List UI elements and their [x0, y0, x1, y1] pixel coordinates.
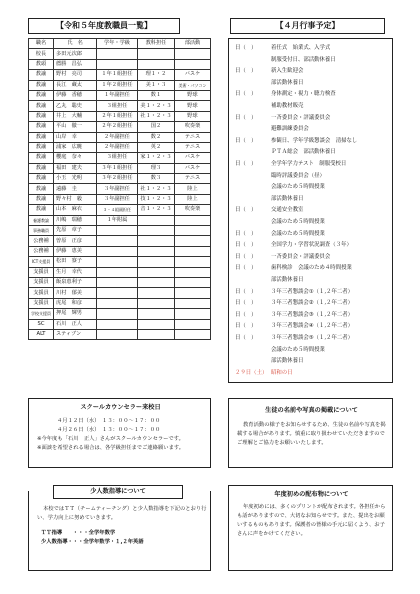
- event-date: 日（ ）: [235, 335, 257, 341]
- staff-club: [175, 309, 211, 319]
- event-description: 全国学力・学習状況調査（３年）: [271, 242, 352, 249]
- staff-subject: 社１・２・３: [138, 184, 175, 194]
- staff-grade-class: ３組担任: [97, 101, 138, 111]
- staff-subject: 技１・２・３: [138, 194, 175, 204]
- staff-grade-class: １年１組担任: [97, 70, 138, 80]
- staff-grade-class: ３年１組担任: [97, 163, 138, 173]
- event-row: [229, 101, 392, 112]
- staff-name: 乙丸 聡史: [54, 101, 97, 111]
- staff-club: [175, 59, 211, 69]
- event-date: 日（ ）: [235, 311, 257, 318]
- staff-club: [175, 49, 211, 59]
- event-row: [229, 89, 392, 100]
- staff-row: [29, 267, 211, 277]
- event-row: [229, 321, 392, 332]
- staff-subject: [138, 319, 175, 329]
- staff-subject: [138, 49, 175, 59]
- staff-row: [29, 184, 211, 194]
- header-club: 部活動: [175, 39, 211, 49]
- staff-name: 生月 幸代: [54, 267, 97, 277]
- staff-subject: [138, 277, 175, 287]
- documents-heading: 年度初めの配布物について: [274, 491, 349, 498]
- staff-position: SC: [29, 319, 54, 329]
- staff-club: 陸上: [175, 184, 211, 194]
- event-row: [229, 78, 392, 89]
- staff-name: 押尾 輝男: [54, 309, 97, 319]
- event-description: 部活動休養日: [271, 79, 304, 86]
- staff-subject: [138, 288, 175, 298]
- tt-intro: 本校ではＴＴ（チームティーチング）と少人数指導を下記のとおり行い、学力向上に努めていきます。: [37, 506, 207, 521]
- staff-row: [29, 215, 211, 225]
- staff-name: 曽原 正彦: [54, 236, 97, 246]
- staff-grade-class: ３年副担任: [97, 194, 138, 204]
- staff-position: 養護教諭: [29, 215, 54, 225]
- event-date: 日（ ）: [235, 114, 257, 121]
- staff-name: 川村 郁美: [54, 288, 97, 298]
- event-date: 日（ ）: [235, 161, 257, 167]
- staff-row: [29, 329, 211, 339]
- staff-club: 野球: [175, 111, 211, 121]
- small-group-line: 少人数指導・・・全学年数学・１,２年英語: [41, 539, 144, 545]
- event-row: [229, 333, 392, 344]
- staff-name: 薦勝 昌弘: [54, 59, 97, 69]
- staff-club: 陸上: [175, 194, 211, 204]
- staff-club: [175, 319, 211, 329]
- staff-club: 美術・パソコン: [175, 80, 211, 90]
- staff-grade-class: ２年１組担任: [97, 111, 138, 121]
- staff-subject: [138, 329, 175, 339]
- event-description: ３年三者懇談会①（１,２年二者）: [271, 288, 354, 295]
- tt-line: ＴＴ指導 ・・・全学年数学: [41, 530, 116, 536]
- staff-grade-class: [97, 49, 138, 59]
- event-date: 日（ ）: [235, 288, 257, 295]
- event-date: 日（ ）: [235, 265, 257, 272]
- staff-grade-class: [97, 298, 138, 308]
- staff-subject: [138, 257, 175, 267]
- events-panel: [228, 38, 393, 383]
- staff-subject: 音１・２・３: [138, 205, 175, 215]
- staff-name: 長江 蔵太: [54, 80, 97, 90]
- staff-row: [29, 309, 211, 319]
- staff-position: 教諭: [29, 153, 54, 163]
- staff-name: 浦家 広暁: [54, 142, 97, 152]
- header-position: 職名: [29, 39, 54, 49]
- staff-club: [175, 226, 211, 236]
- photo-policy-box: [228, 398, 393, 468]
- staff-row: [29, 194, 211, 204]
- staff-subject: 数３: [138, 174, 175, 184]
- staff-position: 教諭: [29, 163, 54, 173]
- event-row: [229, 368, 392, 379]
- staff-grade-class: [97, 309, 138, 319]
- staff-name: 松田 寮子: [54, 257, 97, 267]
- staff-position: ALT: [29, 329, 54, 339]
- team-teaching-heading: 少人数指導について: [53, 485, 183, 499]
- staff-club: [175, 257, 211, 267]
- staff-row: [29, 122, 211, 132]
- staff-grade-class: ２年副担任: [97, 132, 138, 142]
- event-row: [229, 194, 392, 205]
- event-description: 歯科検診 会議のため４時間授業: [271, 265, 352, 272]
- event-description: 会議のため５時間授業: [271, 230, 325, 237]
- event-date: 日（ ）: [235, 300, 257, 307]
- event-row: [229, 287, 392, 298]
- event-row: [229, 55, 392, 66]
- staff-subject: 美１・３: [138, 80, 175, 90]
- staff-position: 教諭: [29, 132, 54, 142]
- staff-table-body: [29, 49, 211, 340]
- documents-text: 年度初めには、多くのプリントが配布されます。各担任からも話がありますので、大切なお知らせです。また、提出をお願いするものもあります。保護者の皆様の手元に届くよう、お子さんに声をかけてください。: [237, 504, 386, 537]
- staff-grade-class: ２年２組担任: [97, 122, 138, 132]
- staff-position: 教諭: [29, 184, 54, 194]
- staff-subject: [138, 59, 175, 69]
- event-row: [229, 171, 392, 182]
- photo-policy-heading: 生徒の名前や写真の掲載について: [265, 407, 358, 414]
- staff-header-row: [29, 39, 211, 49]
- staff-grade-class: [97, 319, 138, 329]
- staff-position: 教諭: [29, 111, 54, 121]
- event-row: [229, 217, 392, 228]
- staff-row: [29, 174, 211, 184]
- staff-position: 教頭: [29, 59, 54, 69]
- staff-position: 支援員: [29, 277, 54, 287]
- staff-grade-class: ３年副担任: [97, 184, 138, 194]
- event-date: 日（ ）: [235, 230, 257, 237]
- staff-name: 櫻庭 奈々: [54, 153, 97, 163]
- staff-club: [175, 236, 211, 246]
- staff-grade-class: ３組担任: [97, 153, 138, 163]
- staff-subject: [138, 236, 175, 246]
- event-row: [229, 113, 392, 124]
- staff-subject: 社１・２・３: [138, 111, 175, 121]
- staff-grade-class: [97, 257, 138, 267]
- staff-row: [29, 236, 211, 246]
- counselor-note-1: ※今年度も「石川 正人」さんがスクールカウンセラーです。: [37, 436, 184, 442]
- staff-club: 野球: [175, 90, 211, 100]
- staff-grade-class: [97, 236, 138, 246]
- staff-grade-class: ３年２組担任: [97, 174, 138, 184]
- staff-position: 教諭: [29, 70, 54, 80]
- staff-row: [29, 319, 211, 329]
- staff-name: 川嶋 瑞穂: [54, 215, 97, 225]
- event-row: [229, 66, 392, 77]
- event-description: 補助教材販売: [271, 103, 304, 109]
- event-description: 部活動休養日: [271, 195, 304, 202]
- event-description: 会議のため５時間授業: [271, 184, 325, 191]
- staff-name: 伊藤 恵美: [54, 246, 97, 256]
- staff-grade-class: ２年副担任: [97, 142, 138, 152]
- staff-grade-class: １年附属: [97, 215, 138, 225]
- counselor-date-2: ４月２６日（水） １３：００～１７：００: [57, 427, 161, 433]
- event-description: 部活動休養日: [271, 358, 304, 365]
- event-row: [229, 356, 392, 367]
- staff-row: [29, 80, 211, 90]
- staff-row: [29, 257, 211, 267]
- documents-box: [228, 485, 393, 571]
- staff-row: [29, 49, 211, 59]
- event-date: ２９日（土）: [235, 369, 268, 376]
- event-date: 日（ ）: [235, 91, 257, 98]
- staff-position: 支援員: [29, 267, 54, 277]
- event-row: [229, 275, 392, 286]
- staff-name: 先原 章子: [54, 226, 97, 236]
- event-description: 制服受付日、部活動休養日: [271, 56, 336, 63]
- staff-position: 教諭: [29, 205, 54, 215]
- staff-row: [29, 298, 211, 308]
- staff-list-title: 【令和５年度教職員一覧】: [28, 18, 180, 34]
- event-row: [229, 205, 392, 216]
- staff-grade-class: [97, 267, 138, 277]
- header-name: 氏 名: [54, 39, 97, 49]
- staff-row: [29, 288, 211, 298]
- photo-policy-text: 教育活動の様子をお知らせするため、生徒の名前や写真を掲載する場合があります。慎重に取り扱わせていただきますのでご理解とご協力をお願いいたします。: [237, 422, 386, 446]
- staff-row: [29, 246, 211, 256]
- events-title: 【４月行事予定】: [230, 18, 385, 34]
- header-grade-class: 学年・学級: [97, 39, 138, 49]
- staff-club: 野球: [175, 101, 211, 111]
- staff-club: テニス: [175, 174, 211, 184]
- staff-subject: 家１・２・３: [138, 153, 175, 163]
- event-row: [229, 147, 392, 158]
- event-date: 日（ ）: [235, 253, 257, 260]
- staff-grade-class: [97, 246, 138, 256]
- event-row: [229, 345, 392, 356]
- staff-grade-class: [97, 59, 138, 69]
- staff-position: 教諭: [29, 101, 54, 111]
- staff-club: [175, 288, 211, 298]
- team-teaching-box: [28, 491, 211, 571]
- staff-row: [29, 132, 211, 142]
- staff-club: 吹奏楽: [175, 205, 211, 215]
- staff-club: テニス: [175, 132, 211, 142]
- event-description: 会議のため５時間授業: [271, 346, 325, 353]
- event-description: 身体測定・視力・聴力検査: [271, 91, 336, 98]
- staff-position: 教諭: [29, 174, 54, 184]
- staff-position: 学校支援員: [29, 309, 54, 319]
- staff-subject: [138, 298, 175, 308]
- event-description: ３年三者懇談会③（１,２年二者）: [271, 311, 354, 318]
- staff-subject: 理３: [138, 163, 175, 173]
- staff-club: [175, 246, 211, 256]
- staff-subject: [138, 226, 175, 236]
- counselor-note-2: ※面談を希望される場合は、各学級担任までご連絡願います。: [37, 445, 185, 451]
- staff-table: [28, 38, 211, 340]
- staff-subject: [138, 267, 175, 277]
- staff-club: [175, 215, 211, 225]
- staff-grade-class: ３・４組副担任: [97, 205, 138, 215]
- counselor-text: [37, 417, 207, 453]
- event-description: 一斉委員会・評議委員会: [271, 114, 331, 121]
- event-description: ３年三者懇談会⑤（１,２年二者）: [271, 335, 354, 341]
- event-description: 参観日、学年学級懇談会 清掃なし: [271, 137, 358, 144]
- event-description: 昭和の日: [271, 369, 293, 376]
- staff-row: [29, 90, 211, 100]
- staff-name: 多田元次郎: [54, 49, 97, 59]
- staff-row: [29, 142, 211, 152]
- event-row: [229, 310, 392, 321]
- event-row: [229, 43, 392, 54]
- event-description: 会議のため５時間授業: [271, 219, 325, 225]
- staff-name: 小玉 光明: [54, 174, 97, 184]
- counselor-heading: スクールカウンセラー来校日: [80, 404, 161, 411]
- staff-name: 山岸 幸: [54, 132, 97, 142]
- event-row: [229, 159, 392, 170]
- staff-row: [29, 111, 211, 121]
- staff-position: 教諭: [29, 90, 54, 100]
- event-description: ＰＴＡ総会 部活動休養日: [271, 149, 336, 156]
- counselor-date-1: ４月１２日（水） １３：００～１７：００: [57, 418, 161, 424]
- staff-name: 平山 徹一: [54, 122, 97, 132]
- event-description: 交通安全教室: [271, 207, 304, 214]
- staff-subject: [138, 309, 175, 319]
- event-description: 全学年学力テスト 制服受校日: [271, 161, 347, 167]
- staff-name: 井上 大輔: [54, 111, 97, 121]
- staff-grade-class: [97, 288, 138, 298]
- staff-subject: 数１: [138, 90, 175, 100]
- staff-position: 公務補: [29, 236, 54, 246]
- event-row: [229, 240, 392, 251]
- staff-club: テニス: [175, 142, 211, 152]
- counselor-box: [28, 398, 211, 468]
- header-subject: 教科担任: [138, 39, 175, 49]
- staff-name: 山本 麻衣: [54, 205, 97, 215]
- staff-row: [29, 163, 211, 173]
- staff-club: [175, 298, 211, 308]
- event-date: 日（ ）: [235, 323, 257, 330]
- staff-subject: [138, 215, 175, 225]
- event-row: [229, 182, 392, 193]
- staff-position: 教諭: [29, 142, 54, 152]
- event-date: 日（ ）: [235, 242, 257, 249]
- staff-club: バスケ: [175, 153, 211, 163]
- staff-name: 虎尾 和彦: [54, 298, 97, 308]
- staff-row: [29, 277, 211, 287]
- staff-club: [175, 267, 211, 277]
- staff-subject: 数２: [138, 132, 175, 142]
- event-row: [229, 124, 392, 135]
- team-teaching-text: [37, 505, 207, 547]
- event-description: 避難訓練委員会: [271, 126, 309, 133]
- event-description: 一斉委員会・評議委員会: [271, 253, 331, 260]
- staff-position: 教諭: [29, 80, 54, 90]
- event-row: [229, 252, 392, 263]
- event-date: 日（ ）: [235, 137, 257, 144]
- staff-club: 吹奏楽: [175, 122, 211, 132]
- staff-position: ICT支援員: [29, 257, 54, 267]
- event-description: 新入生歓迎会: [271, 68, 304, 75]
- staff-grade-class: １年２組担任: [97, 80, 138, 90]
- staff-position: 教諭: [29, 194, 54, 204]
- staff-row: [29, 70, 211, 80]
- staff-subject: [138, 246, 175, 256]
- staff-position: 支援員: [29, 288, 54, 298]
- event-description: ３年三者懇談会④（１,２年二者）: [271, 323, 354, 330]
- event-row: [229, 136, 392, 147]
- staff-subject: 英２: [138, 142, 175, 152]
- staff-position: 校長: [29, 49, 54, 59]
- event-row: [229, 229, 392, 240]
- staff-position: 公務補: [29, 246, 54, 256]
- staff-name: スティブン: [54, 329, 97, 339]
- event-row: [229, 298, 392, 309]
- event-description: ３年三者懇談会②（１,２年二者）: [271, 300, 354, 307]
- staff-grade-class: [97, 277, 138, 287]
- staff-name: 石川 正人: [54, 319, 97, 329]
- staff-name: 福田 建夫: [54, 163, 97, 173]
- staff-position: 支援員: [29, 298, 54, 308]
- staff-position: 教諭: [29, 122, 54, 132]
- event-date: 日（ ）: [235, 207, 257, 214]
- staff-subject: 理１・２: [138, 70, 175, 80]
- staff-grade-class: １年副担任: [97, 90, 138, 100]
- staff-club: バスケ: [175, 70, 211, 80]
- staff-club: [175, 277, 211, 287]
- staff-name: 伊藤 香穂: [54, 90, 97, 100]
- event-date: 日（ ）: [235, 68, 257, 75]
- staff-name: 飯泉恵利子: [54, 277, 97, 287]
- event-row: [229, 263, 392, 274]
- staff-row: [29, 101, 211, 111]
- staff-name: 遠藤 圭: [54, 184, 97, 194]
- staff-club: [175, 329, 211, 339]
- staff-row: [29, 205, 211, 215]
- event-description: 着任式 始業式、入学式: [271, 45, 331, 51]
- staff-club: バスケ: [175, 163, 211, 173]
- event-description: 臨時評議委員会（昼）: [271, 172, 325, 179]
- staff-subject: 国２: [138, 122, 175, 132]
- staff-row: [29, 226, 211, 236]
- staff-name: 野村 亮司: [54, 70, 97, 80]
- event-date: 日（ ）: [235, 45, 257, 51]
- event-description: 部活動休養日: [271, 277, 304, 283]
- staff-name: 野々村 毅: [54, 194, 97, 204]
- staff-row: [29, 59, 211, 69]
- staff-position: 事務職員: [29, 226, 54, 236]
- staff-row: [29, 153, 211, 163]
- staff-grade-class: [97, 226, 138, 236]
- staff-subject: 美１・２・３: [138, 101, 175, 111]
- staff-grade-class: [97, 329, 138, 339]
